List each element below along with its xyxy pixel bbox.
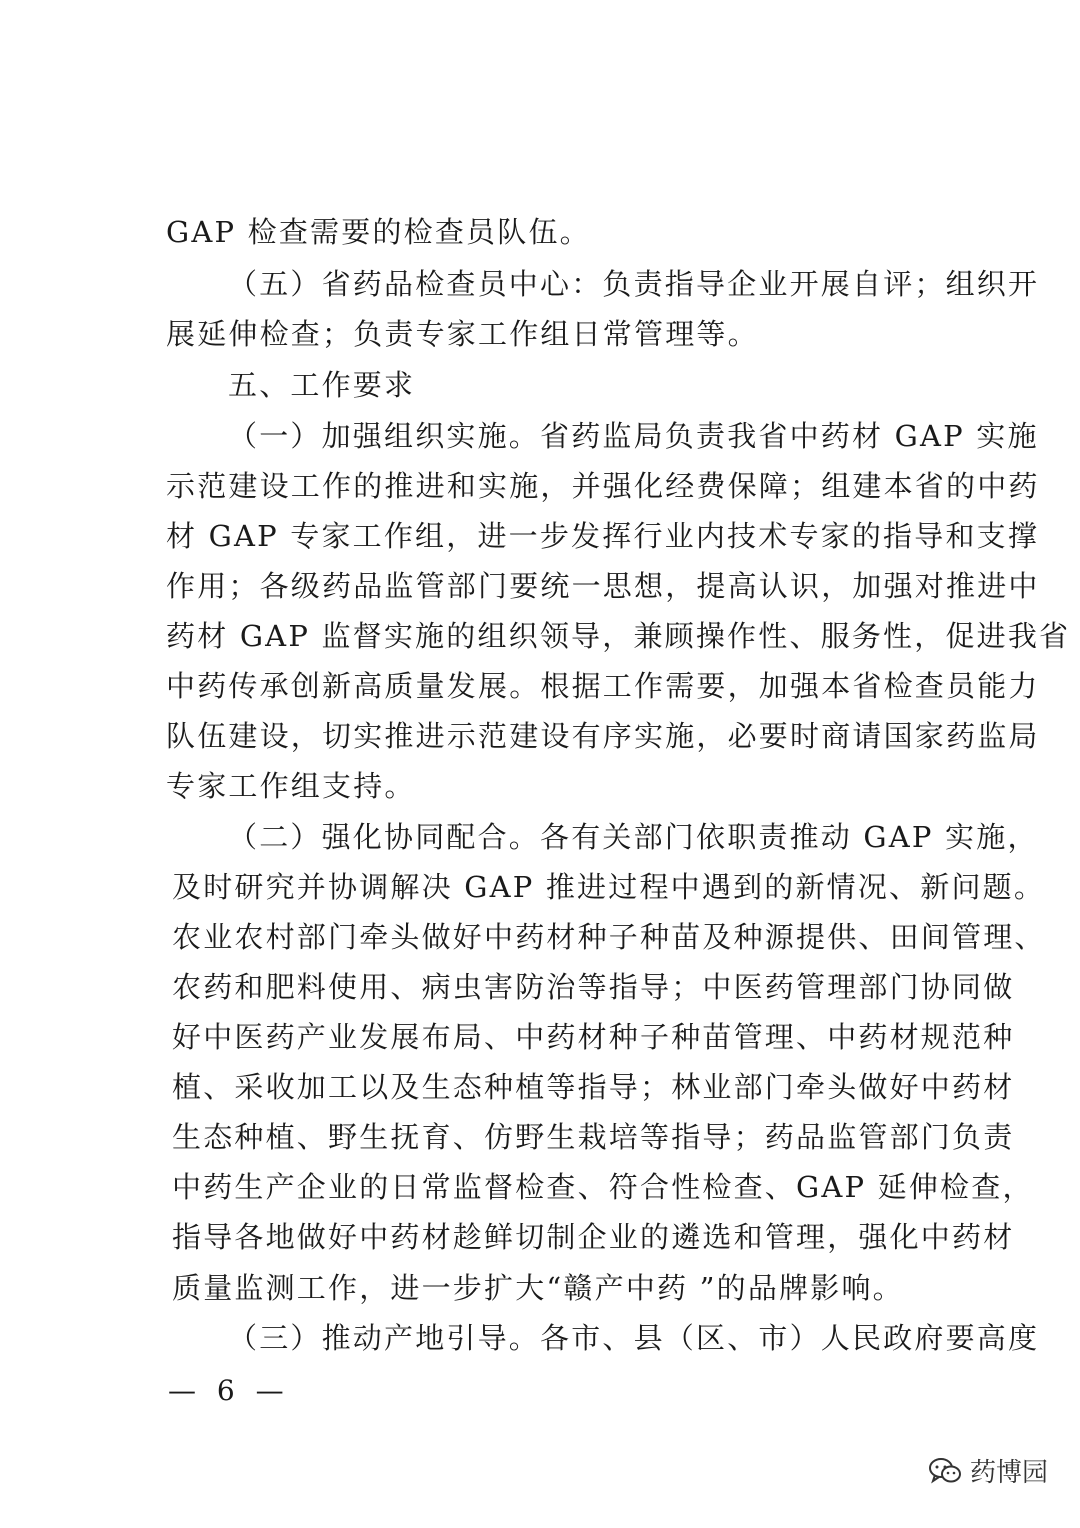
- text-line: 作用；各级药品监管部门要统一思想，提高认识，加强对推进中: [166, 569, 1040, 603]
- text-line: 指导各地做好中药材趁鲜切制企业的遴选和管理，强化中药材: [172, 1220, 1015, 1254]
- text-line: 药材 GAP 监督实施的组织领导，兼顾操作性、服务性，促进我省: [166, 619, 1071, 653]
- text-line: 质量监测工作，进一步扩大“赣产中药 ”的品牌影响。: [172, 1271, 904, 1305]
- text-line: 中药生产企业的日常监督检查、符合性检查、GAP 延伸检查，: [172, 1170, 1034, 1204]
- text-line: 农药和肥料使用、病虫害防治等指导；中医药管理部门协同做: [172, 970, 1015, 1004]
- text-line: 农业农村部门牵头做好中药材种子种苗及种源提供、田间管理、: [172, 920, 1046, 954]
- text-line: 好中医药产业发展布局、中药材种子种苗管理、中药材规范种: [172, 1020, 1015, 1054]
- text-line: （五）省药品检查员中心：负责指导企业开展自评；组织开: [228, 267, 1040, 301]
- text-line: 中药传承创新高质量发展。根据工作需要，加强本省检查员能力: [166, 669, 1040, 703]
- text-line: GAP 检查需要的检查员队伍。: [166, 215, 591, 249]
- text-line: 生态种植、野生抚育、仿野生栽培等指导；药品监管部门负责: [172, 1120, 1015, 1154]
- page-number: — 6 —: [168, 1374, 290, 1407]
- text-line: 示范建设工作的推进和实施，并强化经费保障；组建本省的中药: [166, 469, 1040, 503]
- section-heading: 五、工作要求: [228, 368, 416, 402]
- wechat-icon: [928, 1456, 962, 1486]
- watermark: [928, 1452, 1048, 1489]
- text-line: 展延伸检查；负责专家工作组日常管理等。: [166, 317, 759, 351]
- text-line: 及时研究并协调解决 GAP 推进过程中遇到的新情况、新问题。: [172, 870, 1046, 904]
- text-line: （三）推动产地引导。各市、县（区、市）人民政府要高度: [228, 1321, 1040, 1355]
- watermark-text: 药博园: [970, 1458, 1049, 1488]
- text-line: 材 GAP 专家工作组，进一步发挥行业内技术专家的指导和支撑: [166, 519, 1040, 553]
- text-line: （一）加强组织实施。省药监局负责我省中药材 GAP 实施: [228, 419, 1039, 453]
- text-line: 队伍建设，切实推进示范建设有序实施，必要时商请国家药监局: [166, 719, 1040, 753]
- text-line: 植、采收加工以及生态种植等指导；林业部门牵头做好中药材: [172, 1070, 1015, 1104]
- text-line: （二）强化协同配合。各有关部门依职责推动 GAP 实施，: [228, 820, 1039, 854]
- text-line: 专家工作组支持。: [166, 769, 416, 803]
